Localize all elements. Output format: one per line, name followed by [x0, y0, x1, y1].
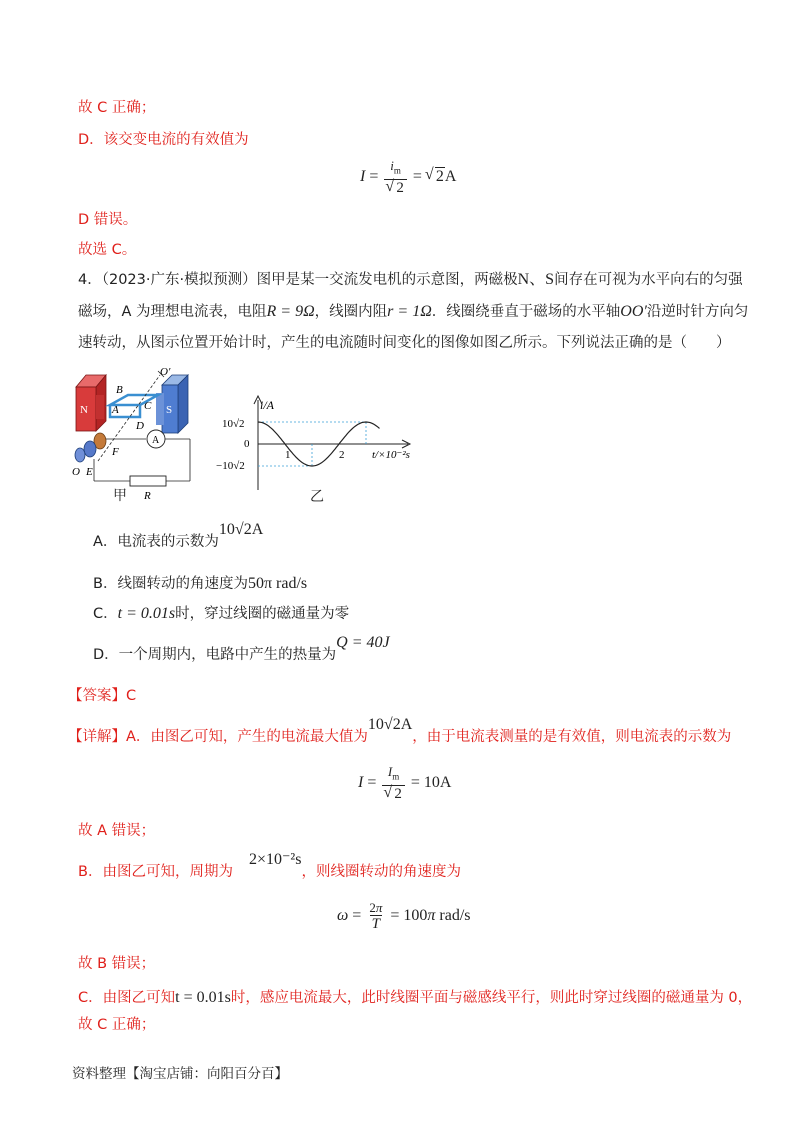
y-axis-label: i/A	[260, 398, 274, 412]
label-f: F	[112, 446, 119, 458]
question-text: 间存在可视为水平向右的匀强	[554, 272, 743, 288]
ammeter-label: A	[152, 435, 160, 446]
detail-c	[78, 988, 752, 1008]
option-d	[93, 634, 390, 665]
question-line-1	[78, 270, 743, 290]
question-text: ．线圈绕垂直于磁场的水平轴	[431, 304, 621, 320]
pole-n-label: N	[80, 404, 88, 416]
option-d-text: D．一个周期内，电路中产生的热量为	[93, 647, 337, 663]
question-text: 图甲是某一交流发电机的示意图，两磁极	[256, 272, 518, 288]
option-c-text: 时，穿过线圈的磁通量为零	[175, 606, 350, 622]
detail-b-text2: ，则线圈转动的角速度为	[301, 864, 461, 880]
detail-c-result: 故 C 正确；	[78, 1017, 156, 1033]
option-c-math: t = 0.01s	[117, 605, 176, 622]
axis-oo: OO′	[620, 303, 647, 320]
detail-c-math: t = 0.01s	[175, 989, 231, 1006]
label-b: B	[116, 384, 123, 396]
text-c-correct-top: 故 C 正确；	[78, 100, 156, 116]
option-d-math: Q = 40J	[336, 634, 390, 651]
detail-a-math: 10√2A	[367, 716, 413, 733]
question-line-2	[78, 302, 748, 322]
inner-resistance: r = 1Ω	[387, 303, 432, 320]
question-number: 4．	[78, 272, 102, 288]
question-source: （2023·广东·模拟预测）	[101, 272, 257, 288]
label-d: D	[136, 420, 144, 432]
caption-jia: 甲	[113, 488, 127, 504]
detail-a	[68, 716, 732, 747]
detail-b-text1: B．由图乙可知，周期为	[78, 864, 233, 880]
detail-c-text1: C．由图乙可知	[78, 990, 176, 1006]
detail-label: 【详解】	[68, 729, 126, 745]
detail-b	[78, 851, 461, 882]
label-a: A	[112, 404, 119, 416]
detail-b-result: 故 B 错误；	[78, 956, 156, 972]
answer-value: C	[126, 688, 137, 704]
label-o: O	[72, 466, 80, 478]
question-text: 沿逆时针方向匀	[646, 304, 749, 320]
label-c: C	[144, 400, 152, 412]
detail-a-text2: ，由于电流表测量的是有效值，则电流表的示数为	[412, 729, 732, 745]
option-a-math: 10√2A	[218, 521, 264, 538]
resistor	[130, 476, 166, 486]
x-tick-1: 1	[285, 449, 291, 461]
footer-source: 资料整理【淘宝店铺：向阳百分百】	[72, 1066, 288, 1082]
resistor-value: R = 9Ω	[266, 303, 315, 320]
caption-yi: 乙	[310, 489, 324, 505]
option-c-prefix: C．	[93, 606, 118, 622]
equation-3: ω = $\frac{2\pi}{T}$ = 100π rad/s	[337, 900, 471, 932]
y-tick-min: −10√2	[216, 460, 245, 472]
figure-jia-generator	[66, 365, 198, 505]
detail-a-text1: A．由图乙可知，产生的电流最大值为	[126, 729, 368, 745]
question-text: ，线圈内阻	[314, 304, 388, 320]
equation-2: I = $I_m$ √ 2 = 10A	[358, 764, 451, 803]
text-d-wrong: D 错误。	[78, 212, 138, 228]
question-line-3: 速转动，从图示位置开始计时，产生的电流随时间变化的图像如图乙所示。下列说法正确的是（ ）	[78, 335, 731, 351]
y-tick-zero: 0	[244, 438, 250, 450]
option-a	[93, 521, 264, 552]
answer-label: 【答案】	[68, 688, 126, 704]
option-b-text: B．线圈转动的角速度为	[93, 576, 248, 592]
answer-line	[68, 686, 136, 706]
label-r: R	[144, 490, 151, 502]
detail-b-math: 2×10⁻²s	[248, 851, 302, 868]
option-c	[93, 604, 349, 624]
y-tick-max: 10√2	[222, 418, 245, 430]
detail-c-text2: 时，感应电流最大，此时线圈平面与磁感线平行，则此时穿过线圈的磁通量为 0，	[230, 990, 753, 1006]
poles-ns: N、S	[517, 271, 555, 288]
option-b	[93, 574, 307, 594]
figure-yi-graph	[212, 392, 422, 492]
equation-1: I = $i_m$ √ 2 = √ 2A	[360, 158, 456, 197]
option-b-math: 50π rad/s	[247, 575, 308, 592]
option-a-text: A．电流表的示数为	[93, 534, 219, 550]
x-axis-label: t/×10⁻²s	[372, 449, 410, 461]
text-choose-c: 故选 C。	[78, 242, 137, 258]
x-tick-2: 2	[339, 449, 345, 461]
text-d-statement: D．该交变电流的有效值为	[78, 132, 249, 148]
label-e: E	[86, 466, 93, 478]
label-o-prime: O′	[160, 366, 171, 378]
detail-a-result: 故 A 错误；	[78, 823, 156, 839]
question-text: 磁场，A 为理想电流表，电阻	[78, 304, 267, 320]
pole-s-label: S	[166, 404, 173, 416]
